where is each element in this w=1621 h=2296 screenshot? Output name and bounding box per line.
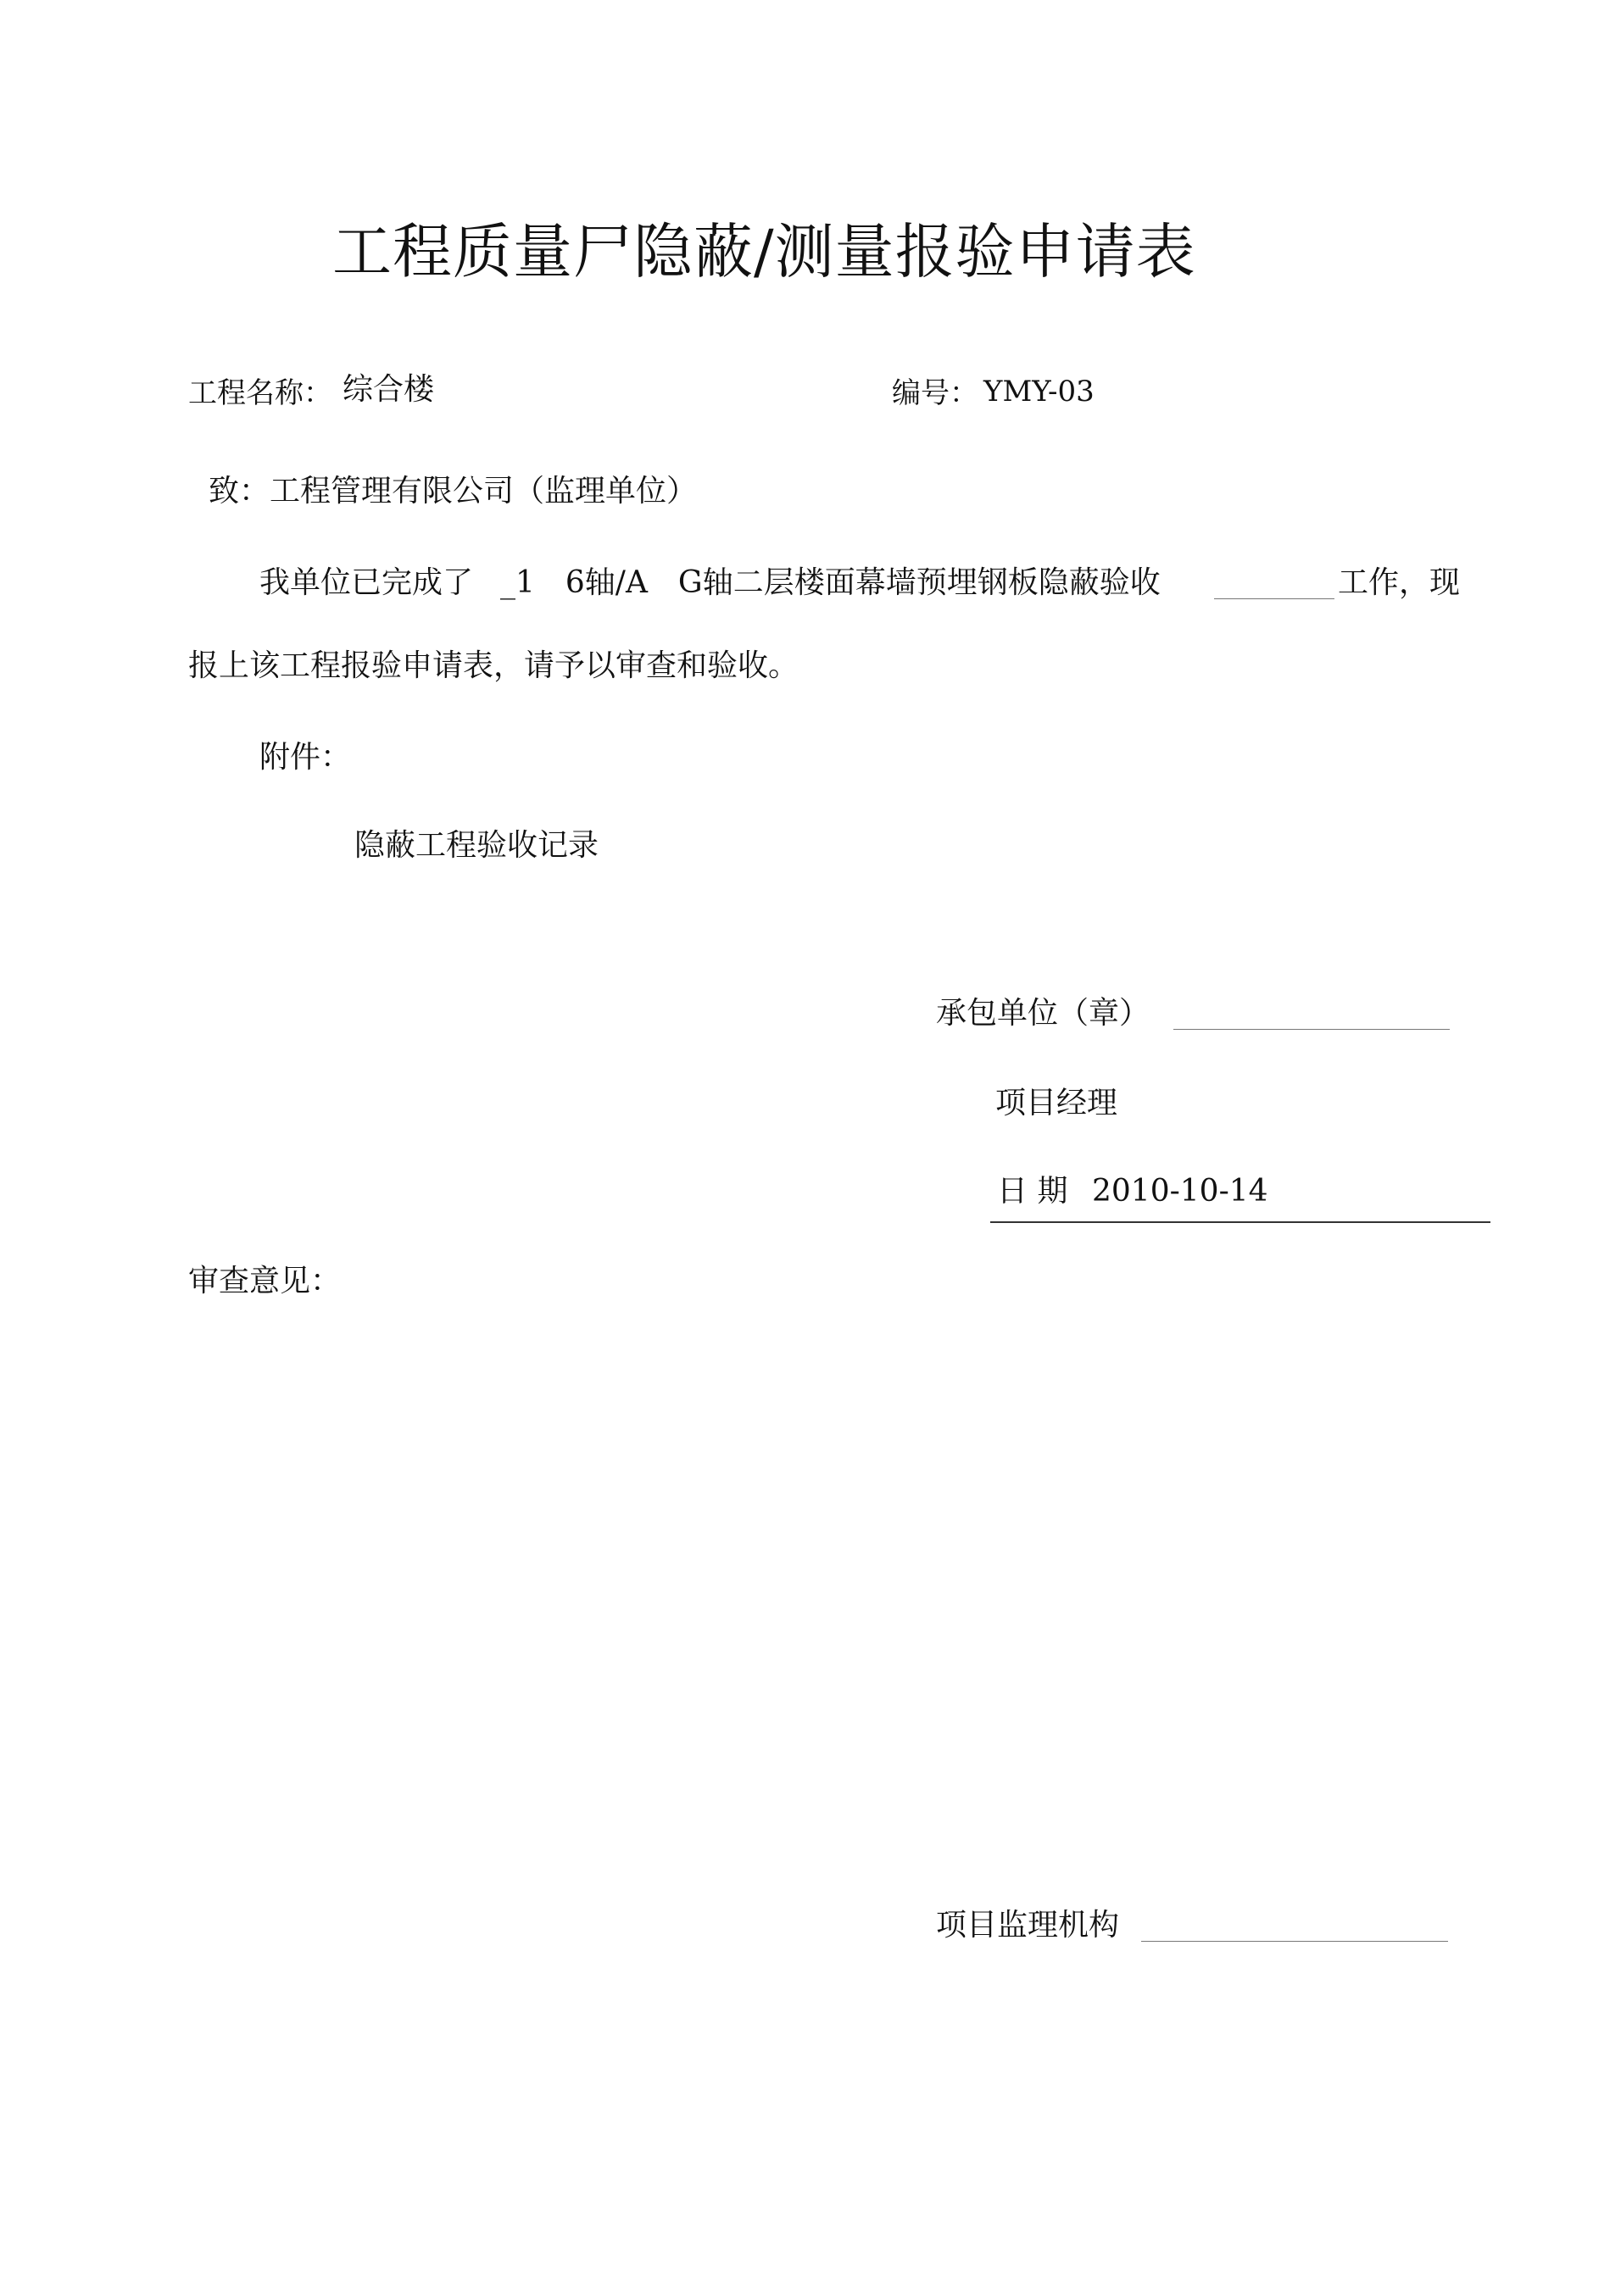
attachment-item: 隐蔽工程验收记录: [354, 828, 599, 863]
project-number-value: YMY-03: [983, 375, 1095, 409]
form-title: 工程质量尸隐蔽/测量报验申请表: [332, 217, 1196, 286]
contractor-unit-label: 承包单位（章）: [936, 996, 1150, 1031]
attachments-label: 附件：: [259, 740, 352, 775]
body-line2: 报上该工程报验申请表，请予以审查和验收。: [188, 648, 799, 683]
date-value: 2010-10-14: [1092, 1174, 1268, 1209]
body-line1-item: _1 6轴/A G轴二层楼面幕墙预埋钢板隐蔽验收: [500, 565, 1161, 600]
project-manager-label: 项目经理: [995, 1086, 1118, 1120]
body-item-underline: [1214, 598, 1334, 599]
supervisor-label: 项目监理机构: [936, 1908, 1120, 1943]
project-number-label: 编号：: [892, 376, 978, 410]
review-opinion-label: 审查意见：: [188, 1264, 342, 1298]
project-name-label: 工程名称：: [188, 376, 332, 410]
date-label: 日 期: [997, 1174, 1068, 1209]
supervisor-signature-line: [1141, 1941, 1448, 1942]
body-line1-prefix: 我单位已完成了: [259, 565, 474, 600]
addressee-line: 致：工程管理有限公司（监理单位）: [209, 474, 698, 509]
body-line1-suffix: 工作，现: [1338, 565, 1461, 600]
date-underline: [990, 1221, 1490, 1223]
contractor-unit-signature-line: [1173, 1029, 1450, 1030]
project-name-value: 综合楼: [343, 372, 435, 407]
